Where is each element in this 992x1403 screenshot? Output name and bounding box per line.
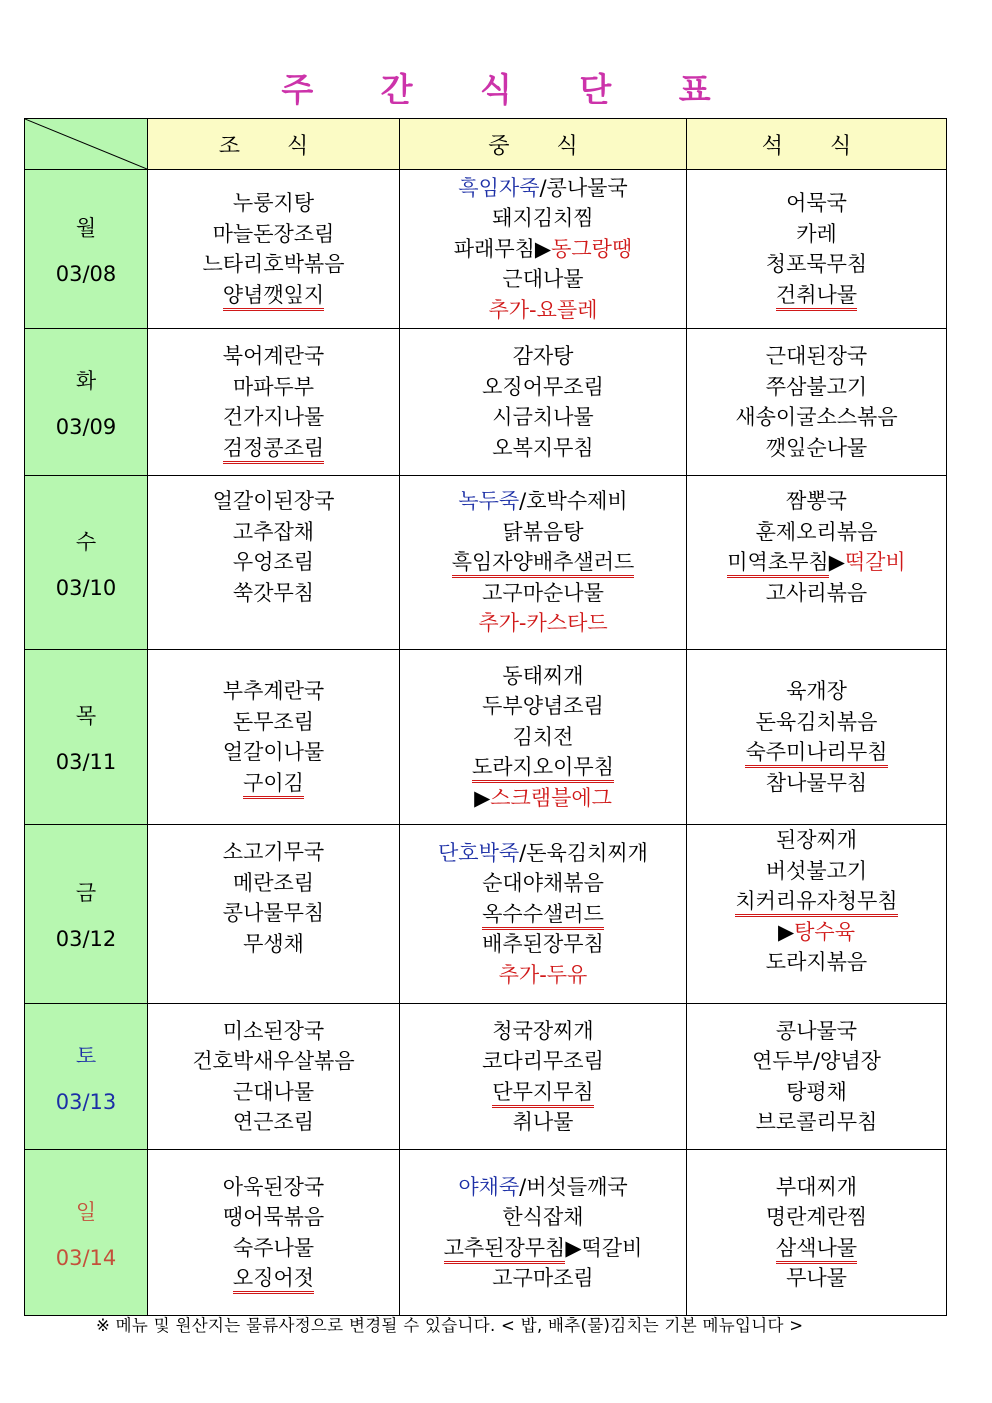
menu-item: 땡어묵볶음 (222, 1205, 325, 1229)
day-cell (25, 650, 148, 825)
day-date: 03/11 (55, 750, 117, 774)
menu-item: 삼색나물 (776, 1236, 857, 1264)
triangle-right-icon: ▶ (565, 1235, 582, 1260)
day-row-fri (25, 825, 947, 1004)
dinner-cell (687, 170, 947, 329)
triangle-right-icon: ▶ (534, 236, 552, 261)
menu-item: 감자탕 (512, 344, 574, 368)
lunch-cell (400, 170, 687, 329)
lunch-cell (400, 329, 687, 476)
menu-item: 치커리유자청무침 (735, 889, 897, 917)
menu-item: 브로콜리무침 (755, 1110, 878, 1134)
menu-item: 쑥갓무침 (232, 580, 315, 605)
menu-item: 된장찌개 (775, 828, 858, 852)
menu-item: 고추잡채 (232, 519, 315, 544)
header-lunch: 중 식 (400, 119, 687, 170)
menu-item: 근대나물 (232, 1079, 315, 1104)
menu-item: 오징어젓 (233, 1266, 314, 1294)
menu-item: 부대찌개 (775, 1174, 858, 1199)
menu-item: 코다리무조림 (482, 1049, 604, 1073)
menu-item: 메란조림 (232, 870, 315, 895)
day-date: 03/14 (55, 1245, 117, 1270)
lunch-cell (400, 650, 687, 825)
header-dinner: 석 식 (687, 119, 947, 170)
day-cell (25, 476, 148, 650)
menu-item: /콩나물국 (539, 175, 628, 200)
day-row-sun (25, 1150, 947, 1316)
lunch-cell (400, 476, 687, 650)
menu-item: 청포묵무침 (765, 252, 868, 276)
menu-item: 고사리볶음 (765, 580, 868, 605)
breakfast-cell (148, 170, 400, 329)
dinner-cell (687, 476, 947, 650)
menu-item: 연근조림 (232, 1110, 315, 1134)
menu-item: 떡갈비 (581, 1235, 643, 1260)
menu-item: 고구마조림 (492, 1266, 594, 1290)
menu-item: 연두부/양념장 (752, 1049, 881, 1073)
day-name: 월 (75, 216, 97, 240)
day-cell (25, 170, 148, 329)
menu-item: 건가지나물 (222, 405, 325, 429)
dinner-cell (687, 650, 947, 825)
menu-item: 동태찌개 (502, 663, 584, 688)
menu-item: 우엉조림 (232, 550, 315, 574)
menu-item: 새송이굴소스볶음 (735, 405, 898, 429)
menu-item: 미역초무침 (727, 550, 828, 578)
menu-item: 카레 (796, 221, 837, 246)
menu-item: 근대나물 (502, 267, 584, 292)
day-name: 목 (75, 704, 97, 728)
menu-item: 어묵국 (786, 191, 847, 215)
breakfast-cell (148, 1004, 400, 1150)
menu-item: 탕수육 (794, 919, 855, 944)
porridge-item: 단호박죽 (438, 840, 520, 865)
menu-item: 건취나물 (776, 283, 857, 311)
header-breakfast: 조 식 (148, 119, 400, 170)
menu-item: 명란계란찜 (765, 1205, 868, 1229)
menu-item: 미소된장국 (222, 1018, 325, 1043)
dinner-cell (687, 1150, 947, 1316)
menu-item: 건호박새우살볶음 (192, 1049, 355, 1073)
menu-item: 콩나물국 (775, 1018, 858, 1043)
menu-item: 청국장찌개 (492, 1018, 594, 1043)
menu-item: 오징어무조림 (482, 374, 604, 399)
menu-item: 마늘돈장조림 (212, 221, 335, 246)
day-row-sat (25, 1004, 947, 1150)
menu-item: 쭈삼불고기 (765, 374, 868, 399)
menu-item: 마파두부 (232, 374, 315, 399)
menu-item: 단무지무침 (492, 1080, 593, 1108)
lunch-cell (400, 825, 687, 1004)
menu-item: 숙주미나리무침 (745, 740, 887, 768)
menu-item: 배추된장무침 (482, 932, 604, 957)
menu-item: 오복지무침 (492, 435, 594, 460)
menu-item: 얼갈이나물 (222, 740, 325, 764)
porridge-item: 녹두죽 (458, 489, 520, 514)
lunch-cell (400, 1004, 687, 1150)
extra-item: 추가-카스타드 (478, 611, 608, 636)
menu-item: 콩나물무침 (222, 901, 325, 925)
dinner-cell (687, 329, 947, 476)
menu-item: 도라지오이무침 (472, 755, 614, 783)
triangle-right-icon: ▶ (828, 550, 845, 574)
triangle-right-icon: ▶ (474, 785, 491, 810)
day-date: 03/10 (55, 575, 117, 600)
day-row-tue (25, 329, 947, 476)
page-title: 주 간 식 단 표 (281, 70, 739, 109)
menu-item: 무나물 (786, 1266, 847, 1290)
porridge-item: 흑임자죽 (458, 175, 540, 200)
menu-item: 참나물무침 (765, 770, 868, 795)
triangle-right-icon: ▶ (777, 919, 795, 944)
day-cell (25, 329, 148, 476)
menu-item: /돈육김치찌개 (519, 840, 648, 865)
menu-item: 깻잎순나물 (765, 435, 868, 460)
day-name: 화 (75, 369, 97, 393)
menu-item: 탕평채 (786, 1079, 847, 1104)
menu-item: 고추된장무침 (444, 1236, 566, 1264)
menu-item: 돈육김치볶음 (755, 709, 878, 734)
menu-item: 짬뽕국 (786, 489, 847, 513)
menu-item: 양념깻잎지 (223, 283, 324, 311)
extra-item: 추가-두유 (498, 962, 588, 987)
breakfast-cell (148, 825, 400, 1004)
menu-item: 아욱된장국 (222, 1174, 325, 1199)
menu-item: 훈제오리볶음 (755, 519, 878, 544)
breakfast-cell (148, 476, 400, 650)
menu-item: 구이김 (243, 771, 304, 799)
day-name: 일 (75, 1199, 97, 1224)
menu-item: 부추계란국 (222, 679, 325, 703)
day-row-wed (25, 476, 947, 650)
menu-item: /버섯들깨국 (519, 1174, 628, 1199)
menu-item: 육개장 (786, 679, 847, 703)
menu-item: 스크램블에그 (490, 785, 612, 810)
breakfast-cell (148, 1150, 400, 1316)
menu-item: 느타리호박볶음 (202, 252, 345, 276)
menu-item: 누룽지탕 (232, 191, 315, 215)
lunch-cell (400, 1150, 687, 1316)
menu-item: 얼갈이된장국 (212, 489, 335, 513)
day-date: 03/09 (55, 415, 117, 439)
menu-item: /호박수제비 (519, 489, 628, 514)
breakfast-cell (148, 650, 400, 825)
day-name: 금 (75, 881, 97, 905)
day-name: 토 (75, 1043, 97, 1068)
day-cell (25, 1004, 148, 1150)
menu-item: 김치전 (512, 724, 574, 749)
menu-item: 숙주나물 (232, 1235, 315, 1260)
menu-item: 순대야채볶음 (482, 871, 604, 896)
menu-item: 파래무침 (453, 236, 535, 261)
header-row (25, 119, 947, 170)
menu-item: 돼지김치찜 (492, 206, 594, 231)
day-row-mon (25, 170, 947, 329)
menu-item: 소고기무국 (222, 840, 325, 864)
breakfast-cell (148, 329, 400, 476)
menu-item: 버섯불고기 (765, 858, 868, 883)
menu-item: 시금치나물 (492, 405, 594, 429)
diagonal-line-icon (25, 119, 147, 169)
corner-cell (25, 119, 148, 170)
menu-item: 고구마순나물 (482, 580, 604, 605)
menu-item: 닭볶음탕 (502, 519, 584, 544)
day-date: 03/08 (55, 262, 117, 286)
extra-item: 추가-요플레 (488, 297, 598, 322)
footnote: ※ 메뉴 및 원산지는 물류사정으로 변경될 수 있습니다. < 밥, 배추(물)김치는 기본 메뉴입니다 > (96, 1316, 804, 1335)
menu-item: 취나물 (512, 1110, 574, 1134)
menu-item: 근대된장국 (765, 344, 868, 368)
dinner-cell (687, 1004, 947, 1150)
menu-item: 한식잡채 (502, 1205, 584, 1229)
dinner-cell (687, 825, 947, 1004)
day-date: 03/12 (55, 927, 117, 951)
menu-item: 흑임자양배추샐러드 (452, 550, 635, 578)
menu-item: 돈무조림 (232, 709, 315, 734)
menu-item: 떡갈비 (844, 550, 906, 574)
menu-item: 동그랑땡 (551, 236, 633, 261)
day-row-thu (25, 650, 947, 825)
menu-item: 북어계란국 (222, 344, 325, 368)
day-cell (25, 1150, 148, 1316)
menu-item: 옥수수샐러드 (482, 902, 604, 930)
menu-item: 두부양념조림 (482, 694, 604, 719)
day-date: 03/13 (55, 1089, 117, 1114)
porridge-item: 야채죽 (458, 1174, 520, 1199)
menu-item: 검정콩조림 (223, 436, 324, 464)
menu-item: 무생채 (243, 931, 304, 956)
menu-item: 도라지볶음 (765, 950, 868, 974)
day-cell (25, 825, 148, 1004)
day-name: 수 (75, 529, 97, 554)
weekly-menu-table (24, 118, 947, 1316)
